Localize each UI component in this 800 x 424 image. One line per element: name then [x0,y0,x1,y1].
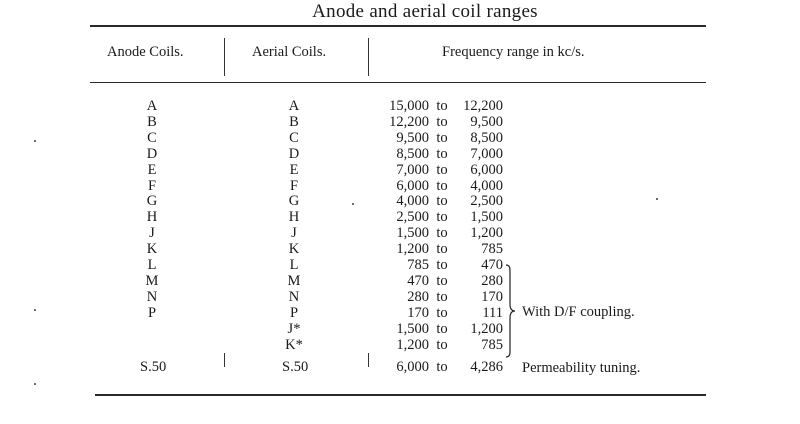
table-row [0,337,800,353]
scan-speck [34,140,36,142]
anode-coil-cell: B [147,113,157,130]
anode-coil-cell: K [146,241,158,258]
anode-coil-cell: D [146,145,158,162]
frequency-to-cell: 1,200 [470,320,503,337]
frequency-to-cell: 4,000 [470,177,503,194]
table-row [0,321,800,337]
aerial-coil-cell: A [288,98,300,114]
frequency-to-word: to [436,129,448,146]
frequency-to-word: to [436,320,448,337]
aerial-coil-cell: J* [287,320,301,337]
table-row [0,209,800,225]
frequency-to-cell: 111 [482,304,503,321]
aerial-coil-cell: D [288,145,300,162]
scan-speck [656,198,658,200]
frequency-to-cell: 7,000 [470,145,503,162]
aerial-coil-cell: L [289,257,299,273]
column-divider [224,38,225,76]
aerial-coil-cell: E [289,161,299,178]
aerial-coil-cell: K* [285,336,303,353]
table-row [0,162,800,178]
bracket-icon [505,264,519,358]
table-title: Anode and aerial coil ranges [312,1,538,22]
frequency-to-cell: 280 [481,272,503,289]
frequency-to-word: to [436,177,448,194]
frequency-to-word: to [436,209,448,226]
frequency-to-cell: 1,500 [470,209,503,226]
frequency-from-cell: 1,500 [396,225,429,242]
frequency-from-cell: 1,500 [396,320,429,337]
frequency-from-cell: 4,000 [396,193,429,210]
frequency-to-cell: 6,000 [470,161,503,178]
frequency-to-word: to [436,193,448,210]
scan-speck [34,383,36,385]
bottom-rule [95,394,706,396]
frequency-from-cell: 7,000 [396,161,429,178]
table-row [0,273,800,289]
frequency-to-word: to [436,161,448,178]
table-row [0,225,800,241]
frequency-from-cell: 15,000 [389,98,429,114]
frequency-to-word: to [436,272,448,289]
table-row [0,114,800,130]
table-row [0,305,800,321]
frequency-to-cell: 470 [481,257,503,273]
frequency-from-cell: 9,500 [396,129,429,146]
frequency-to-cell: 170 [481,288,503,305]
aerial-coil-cell: S.50 [282,359,309,375]
header-rule [90,82,706,83]
header-aerial-coils: Aerial Coils. [252,44,327,60]
frequency-to-cell: 1,200 [470,225,503,242]
table-row [0,98,800,114]
frequency-to-word: to [436,98,448,114]
header-frequency-range: Frequency range in kc/s. [442,44,585,60]
scan-speck [352,203,354,205]
frequency-to-cell: 785 [481,241,503,258]
table-row [0,359,800,375]
frequency-to-cell: 8,500 [470,129,503,146]
table-row [0,241,800,257]
df-coupling-note: With D/F coupling. [522,304,635,320]
aerial-coil-cell: B [289,113,299,130]
scan-speck [34,309,36,311]
frequency-to-word: to [436,359,448,375]
frequency-to-cell: 12,200 [463,98,503,114]
table-row [0,193,800,209]
frequency-to-word: to [436,336,448,353]
frequency-to-cell: 2,500 [470,193,503,210]
frequency-from-cell: 785 [407,257,429,273]
aerial-coil-cell: K [288,241,300,258]
anode-coil-cell: J [149,225,155,242]
aerial-coil-cell: M [287,272,301,289]
anode-coil-cell: N [146,288,158,305]
frequency-from-cell: 6,000 [396,359,429,375]
table-row [0,178,800,194]
column-divider [368,38,369,76]
aerial-coil-cell: J [291,225,297,242]
anode-coil-cell: M [145,272,159,289]
table-row [0,289,800,305]
frequency-from-cell: 8,500 [396,145,429,162]
header-anode-coils: Anode Coils. [107,44,184,60]
frequency-to-cell: 4,286 [470,359,503,375]
frequency-from-cell: 12,200 [389,113,429,130]
top-rule [90,25,706,27]
anode-coil-cell: E [147,161,157,178]
anode-coil-cell: L [147,257,157,273]
frequency-from-cell: 280 [407,288,429,305]
frequency-to-word: to [436,145,448,162]
frequency-from-cell: 470 [407,272,429,289]
aerial-coil-cell: N [288,288,300,305]
frequency-from-cell: 6,000 [396,177,429,194]
anode-coil-cell: S.50 [140,359,167,375]
anode-coil-cell: C [147,129,157,146]
anode-coil-cell: G [146,193,158,210]
anode-coil-cell: P [147,304,157,321]
aerial-coil-cell: P [289,304,299,321]
frequency-to-cell: 785 [481,336,503,353]
permeability-note: Permeability tuning. [522,360,641,376]
table-row [0,130,800,146]
anode-coil-cell: A [146,98,158,114]
frequency-from-cell: 2,500 [396,209,429,226]
frequency-from-cell: 170 [407,304,429,321]
aerial-coil-cell: F [289,177,299,194]
frequency-to-word: to [436,241,448,258]
frequency-to-word: to [436,304,448,321]
frequency-from-cell: 1,200 [396,241,429,258]
aerial-coil-cell: H [288,209,300,226]
aerial-coil-cell: G [288,193,300,210]
frequency-to-word: to [436,113,448,130]
frequency-to-word: to [436,257,448,273]
frequency-to-cell: 9,500 [470,113,503,130]
frequency-to-word: to [436,288,448,305]
anode-coil-cell: F [147,177,157,194]
anode-coil-cell: H [146,209,158,226]
frequency-from-cell: 1,200 [396,336,429,353]
frequency-to-word: to [436,225,448,242]
aerial-coil-cell: C [289,129,299,146]
table-row [0,146,800,162]
table-row [0,257,800,273]
